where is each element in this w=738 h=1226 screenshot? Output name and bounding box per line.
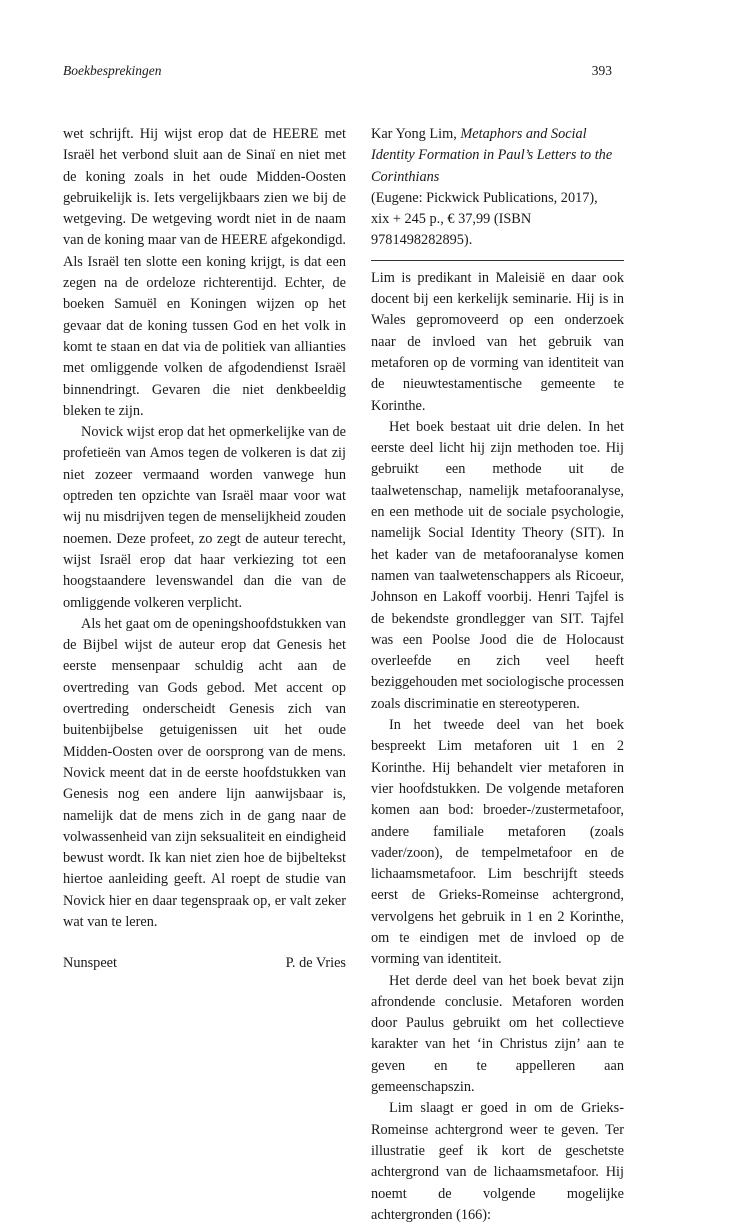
book-author: Kar Yong Lim, bbox=[371, 126, 461, 142]
signoff-place: Nunspeet bbox=[63, 955, 117, 972]
paragraph: Het boek bestaat uit drie delen. In het eerste deel licht hij zijn methoden toe. Hij gebruikt een methode uit de taalwetenschap, namelijk metafooranalyse, en een methode uit de sociale psychologie, namelijk Social Identity Theory (SIT). In het kader van de metafooranalyse komen namen van taalwetenschappers als Ricoeur, Johnson en Lakoff voorbij. Henri Tajfel is de bekendste grondlegger van SIT. Tajfel was een Poolse Jood die de Holocaust overleefde en zich veel heeft beziggehouden met sociologische processen zoals discriminatie en stereotyperen. bbox=[371, 418, 624, 712]
signoff-author: P. de Vries bbox=[285, 955, 346, 972]
running-head bbox=[63, 62, 612, 80]
paragraph: Het derde deel van het boek bevat zijn afrondende conclusie. Metaforen worden door Paulus gebruikt om het collectieve karakter van het ‘in Christus zijn’ aan te geven en te appelleren aan gemeenschapszin. bbox=[371, 972, 624, 1096]
running-title: Boekbesprekingen bbox=[63, 63, 162, 78]
book-publisher: (Eugene: Pickwick Publications, 2017), bbox=[371, 189, 598, 206]
paragraph: Lim is predikant in Maleisië en daar ook docent bij een kerkelijk seminarie. Hij is in Wales gepromoveerd op een onderzoek naar de invloed van het gebruik van metaforen op de vorming van identiteit van de nieuwtestamentische gemeente te Korinthe. bbox=[371, 269, 624, 414]
page-number: 393 bbox=[591, 63, 612, 78]
right-column bbox=[371, 124, 624, 1226]
paragraph: Novick wijst erop dat het opmerkelijke van de profetieën van Amos tegen de volkeren is dat zij niet zozeer vermaand worden vanwege hun optreden ten opzichte van Israël maar voor wat wij nu misdrijven tegen de menselijkheid zouden noemen. Deze profeet, zo zegt de auteur terecht, wijst Israël erop dat haar verkiezing tot een hoogstaandere levenswandel dan die van de omliggende volkeren verplicht. bbox=[63, 424, 346, 611]
left-column bbox=[63, 124, 346, 975]
heading-divider bbox=[371, 260, 624, 261]
paragraph: Als het gaat om de openingshoofdstukken van de Bijbel wijst de auteur erop dat Genesis het eerste mensenpaar schuldig acht aan de overtreding van Gods gebod. Met accent op overtreding onderscheidt Genesis zich van buitenbijbelse getuigenissen uit het oude Midden-Oosten over de oorsprong van de mens. Novick meent dat in de eerste hoofdstukken van Genesis nog een andere lijn aanwijsbaar is, namelijk dat de mens zich in de gang naar de volwassenheid van zijn seksualiteit en eindigheid bewust wordt. Ik kan niet zien hoe de bijbeltekst hiertoe aanleiding geeft. Al roept de studie van Novick hier en daar tegenspraak op, er valt zeker wat van te leren. bbox=[63, 615, 346, 930]
paragraph: In het tweede deel van het boek bespreekt Lim metaforen uit 1 en 2 Korinthe. Hij behandelt vier metaforen in vier hoofdstukken. De volgende metaforen komen aan bod: broeder-/zustermetafoor, andere familiale metaforen (zoals vader/zoon), de tempelmetafoor en de lichaamsmetafoor. Lim beschrijft steeds eerst de Grieks-Romeinse achtergrond, vervolgens het gebruik in 1 en 2 Korinthe, om te eindigen met de invloed op de vorming van identiteit. bbox=[371, 717, 624, 968]
book-title: Metaphors and Social Identity Formation in Paul’s Letters to the Corinthians bbox=[371, 126, 613, 185]
book-details: xix + 245 p., € 37,99 (ISBN 9781498282895). bbox=[371, 211, 532, 249]
review-signoff bbox=[63, 953, 346, 974]
review-heading bbox=[371, 124, 624, 252]
paragraph: Lim slaagt er goed in om de Grieks-Romeinse achtergrond weer te geven. Ter illustratie geef ik kort de geschetste achtergrond van de lichaamsmetafoor. Hij noemt de volgende mogelijke achtergronden (166): bbox=[371, 1100, 624, 1223]
book-citation bbox=[371, 124, 624, 188]
paragraph: wet schrijft. Hij wijst erop dat de HEERE met Israël het verbond sluit aan de Sinaï en niet met de koning zoals in het oude Midden-Oosten gebruikelijk is. Iets vergelijkbaars zien we bij de wetgeving. De wetgeving wordt niet in de naam van de koning maar van de HEERE afgekondigd. Als Israël ten slotte een koning krijgt, is dat een zegen na de ordeloze richterentijd. Echter, de boeken Samuël en Koningen wijzen op het gevaar dat de koning tussen God en het volk in komt te staan en dat via de politiek van allianties met omliggende volken de afgodendienst Israël binnendringt. Gevaren die niet denkbeeldig bleken te zijn. bbox=[63, 126, 346, 419]
